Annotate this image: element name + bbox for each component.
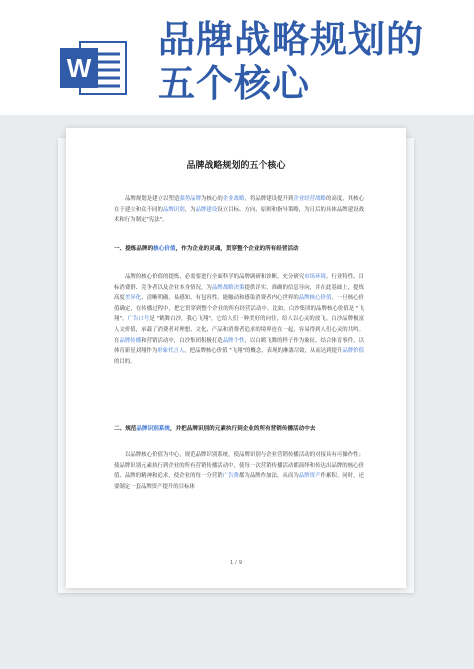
text-run: 都为品牌作加法，从而为 [239, 473, 299, 480]
keyword-link[interactable]: 核心价值 [153, 246, 176, 252]
heading-two [114, 424, 374, 432]
text-run: ，一旦核心价值确定，在传播过程中，把它贯穿到整个企业的所有经营活动中。比如，白沙集团的品牌核心价值是 "飞翔"， [114, 295, 364, 323]
keyword-link[interactable]: 企业经营战略 [293, 196, 326, 202]
keyword-link[interactable]: 差异化 [124, 295, 142, 302]
text-run: ，并把品牌识别的元素执行到企业的所有营销传播活动中去 [169, 426, 316, 432]
text-run: ，把品牌核心价值 "飞翔"的概念，表现的淋漓尽致，从而达到提升 [184, 348, 343, 355]
text-run: 为核心的 [201, 196, 223, 202]
keyword-link[interactable]: 品牌建设 [195, 206, 218, 213]
keyword-link[interactable]: 品牌价值 [342, 348, 364, 355]
body-paragraph-two [114, 450, 364, 492]
document-title: 品牌战略规划的五个核心 [186, 161, 286, 171]
keyword-link[interactable]: 市场环境 [304, 274, 326, 280]
body-paragraph-one [114, 272, 364, 367]
text-run: 品牌的核心价值的提炼，必需要进行全面科学的品牌调研和诊断，充分研究 [125, 274, 305, 280]
keyword-link[interactable]: 品牌资产 [298, 473, 321, 480]
text-run: ，为 [184, 206, 196, 213]
text-run: 一、提炼品牌的 [114, 246, 154, 252]
intro-paragraph [114, 194, 364, 226]
keyword-link[interactable]: 品牌传播 [119, 337, 142, 344]
keyword-link[interactable]: 品牌个性 [222, 337, 245, 344]
text-run: ，将品牌建设提升到 [244, 196, 294, 202]
text-run: 品牌规划是建立以塑造 [125, 196, 180, 202]
keyword-link[interactable]: 广告费 [222, 473, 239, 480]
banner [0, 0, 474, 115]
keyword-link[interactable]: 广告口号 [127, 316, 150, 323]
text-run: 和营销活动中，白沙集团积极打造 [141, 337, 223, 344]
word-letter: W [66, 53, 92, 83]
text-run: 设立目标、方向、原则和指导策略，为日后的具体品牌建设战术和行为制定"宪法"。 [114, 206, 364, 224]
keyword-link[interactable]: 品牌核心价值 [298, 295, 332, 302]
keyword-link[interactable]: 品牌识别系统 [136, 426, 170, 432]
keyword-link[interactable]: 品牌识别 [162, 206, 185, 213]
text-run: 提供详实、准确的信息导向，并在此基础上，提炼高度 [114, 284, 364, 302]
text-run: 的高度，其核心在于建立和众不同的 [114, 196, 364, 213]
keyword-link[interactable]: 企业战略 [222, 196, 245, 202]
keyword-link[interactable]: 品牌战略决策 [211, 284, 245, 291]
text-run: 、清晰明确、易感知、有包容性、能触动和感染消费者内心世界的 [141, 295, 299, 302]
word-doc-icon [58, 40, 128, 96]
text-run: ，以白鹤飞舞的样子作为象征，结合体育事件，以体育新星刘翔作为 [114, 337, 364, 355]
page-number: 1 / 9 [229, 560, 243, 566]
text-run: 二、规范 [114, 426, 137, 432]
text-run: 的目的。 [114, 358, 136, 365]
text-run: 作累积。同时，还要制定一套品牌资产提升的目标体 [114, 473, 364, 490]
heading-one [114, 244, 374, 252]
text-run: 以品牌核心价值为中心，规范品牌识别系统，使品牌识别与企业营销传播活动的对接具有可操作性；使品牌识别元素执行到企业的所有营销传播活动中，使每一次营销传播活动都演绎和传达出品牌的核心价值、品牌的精神和追求，使企业的每一分营销 [114, 452, 364, 480]
text-run: 是 "鹤舞白沙，我心飞翔"，它给人们一种美好的向往，给人以心灵的放飞。白沙品牌极富人文价值，承载了消费者对理想、文化、产品和消费者追求的境界连在一起，容易得到人们心灵的共鸣。在 [114, 316, 364, 344]
document-page [66, 128, 406, 588]
text-run: ，作为企业的灵魂，贯穿整个企业的所有经营活动 [175, 246, 299, 252]
keyword-link[interactable]: 强势品牌 [179, 196, 202, 202]
keyword-link[interactable]: 形象代言人 [157, 348, 185, 355]
text-run: 、行业特性、目标消费群、竞争者以及企业本身情况，为 [114, 274, 364, 291]
banner-title: 品牌战略规划的五个核心 [158, 18, 424, 105]
